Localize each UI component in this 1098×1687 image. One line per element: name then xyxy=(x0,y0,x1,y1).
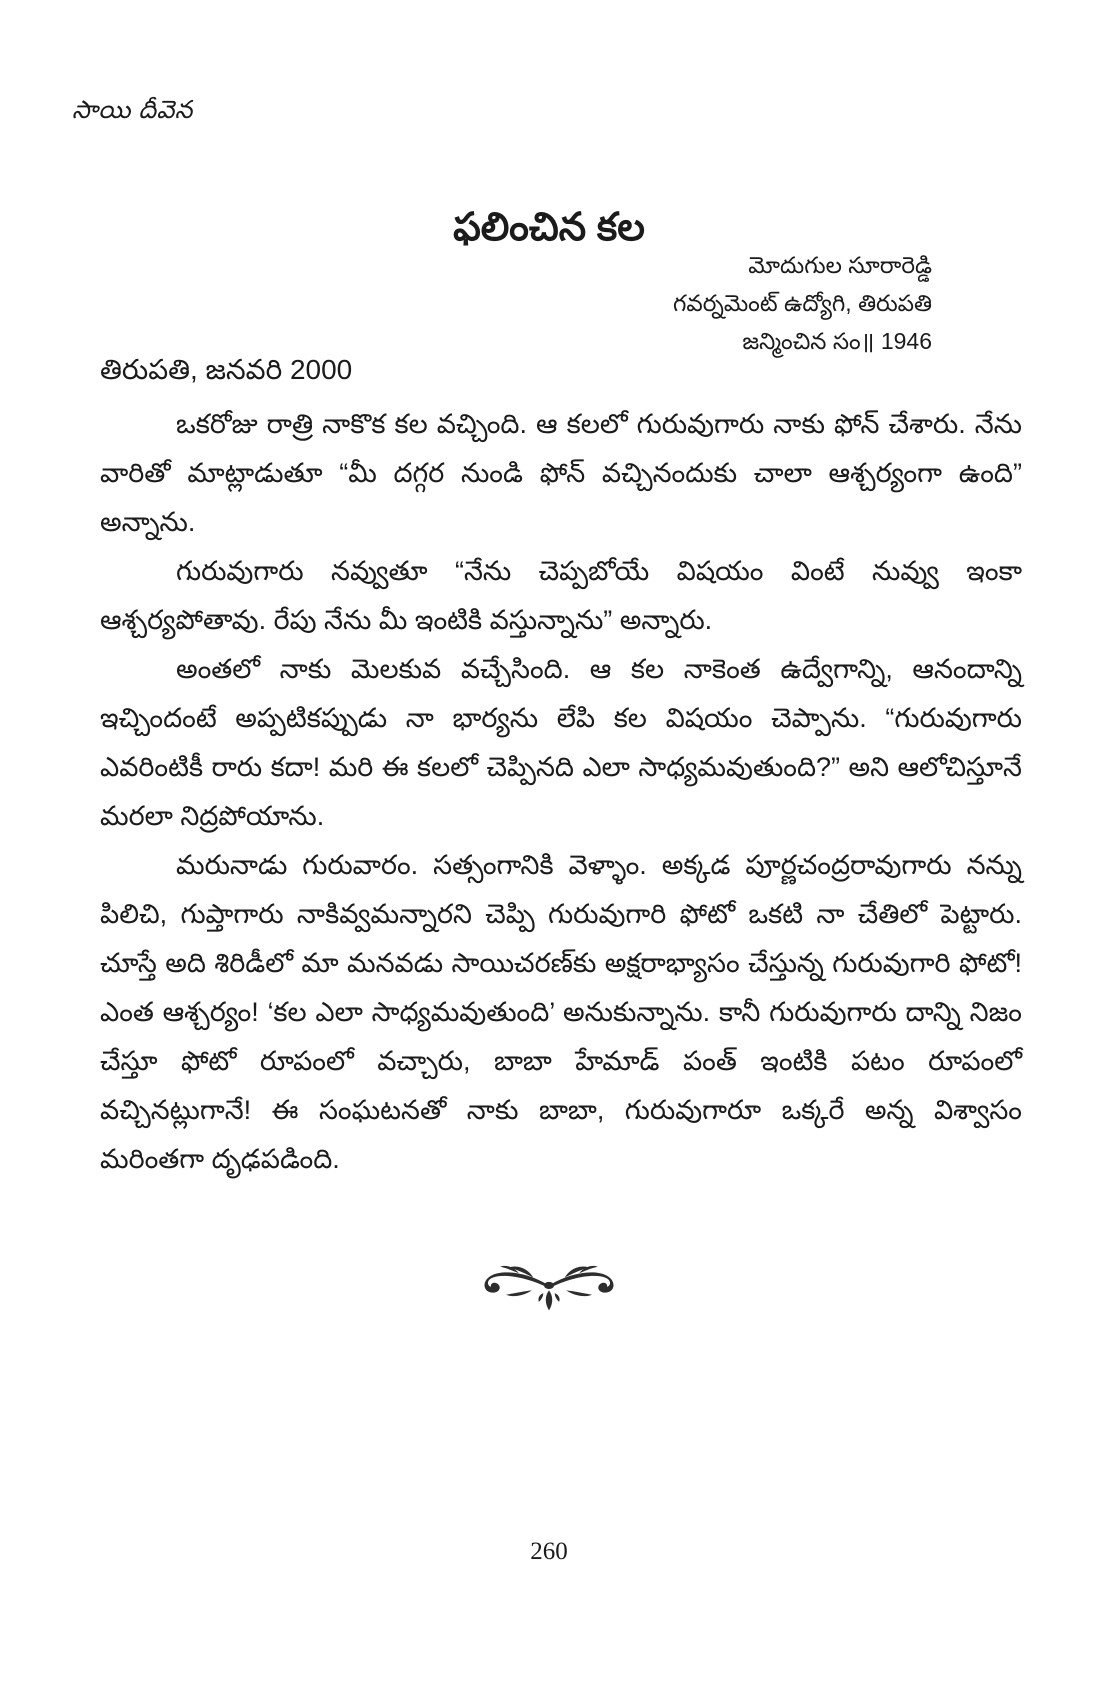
running-header: సాయి దీవెన xyxy=(72,96,193,124)
paragraph: అంతలో నాకు మెలకువ వచ్చేసింది. ఆ కల నాకెంత ఉద్వేగాన్ని, ఆనందాన్ని ఇచ్చిందంటే అప్పటికప్పుడు నా భార్యను లేపి కల విషయం చెప్పాను. “గురువుగారు ఎవరింటికీ రారు కదా! మరి ఈ కలలో చెప్పినది ఎలా సాధ్యమవుతుంది?” అని ఆలోచిస్తూనే మరలా నిద్రపోయాను. xyxy=(100,654,1022,831)
paragraph: మరునాడు గురువారం. సత్సంగానికి వెళ్ళాం. అక్కడ పూర్ణచంద్రరావుగారు నన్ను పిలిచి, గుప్తాగారు నాకివ్వమన్నారని చెప్పి గురువుగారి ఫోటో ఒకటి నా చేతిలో పెట్టారు. చూస్తే అది శిరిడీలో మా మనవడు సాయిచరణ్‌కు అక్షరాభ్యాసం చేస్తున్న గురువుగారి ఫోటో! ఎంత ఆశ్చర్యం! ‘కల ఎలా సాధ్యమవుతుంది’ అనుకున్నాను. కానీ గురువుగారు దాన్ని నిజం చేస్తూ ఫోటో రూపంలో వచ్చారు, బాబా హేమాడ్ పంత్ ఇంటికి పటం రూపంలో వచ్చినట్లుగానే! ఈ సంఘటనతో నాకు బాబా, గురువుగారూ ఒక్కరే అన్న విశ్వాసం మరింతగా దృఢపడింది. xyxy=(100,850,1022,1174)
author-name: మోదుగుల సూరారెడ్డి xyxy=(748,252,932,278)
author-birth-year: జన్మించిన సం॥ 1946 xyxy=(742,328,932,354)
chapter-title: ఫలించిన కల xyxy=(453,206,645,250)
author-occupation: గవర్నమెంట్ ఉద్యోగి, తిరుపతి xyxy=(672,290,932,316)
page-number: 260 xyxy=(530,1538,568,1565)
floral-flourish-icon xyxy=(463,1258,635,1320)
article-body xyxy=(100,400,1022,1184)
byline-block xyxy=(673,246,932,360)
paragraph: గురువుగారు నవ్వుతూ “నేను చెప్పబోయే విషయం వింటే నువ్వు ఇంకా ఆశ్చర్యపోతావు. రేపు నేను మీ ఇంటికి వస్తున్నాను” అన్నారు. xyxy=(100,556,1022,635)
dateline: తిరుపతి, జనవరి 2000 xyxy=(100,354,353,385)
paragraph: ఒకరోజు రాత్రి నాకొక కల వచ్చింది. ఆ కలలో గురువుగారు నాకు ఫోన్ చేశారు. నేను వారితో మాట్లాడుతూ “మీ దగ్గర నుండి ఫోన్ వచ్చినందుకు చాలా ఆశ్చర్యంగా ఉంది” అన్నాను. xyxy=(100,409,1022,537)
section-divider xyxy=(0,1258,1098,1325)
